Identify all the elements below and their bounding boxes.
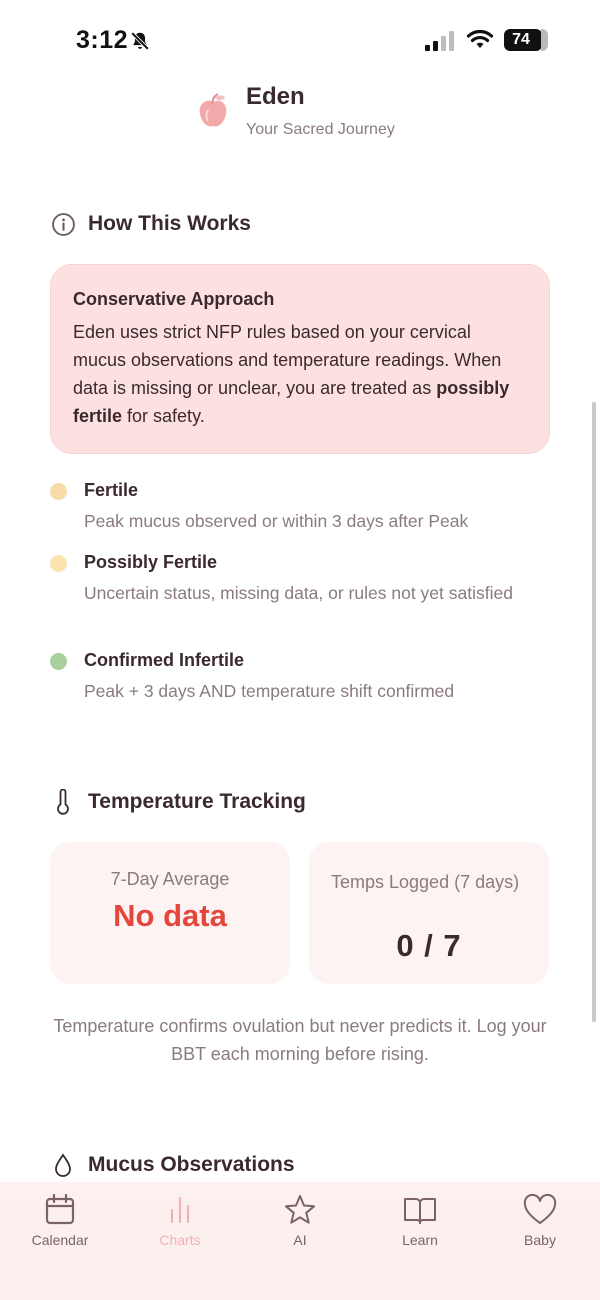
book-icon — [402, 1192, 438, 1228]
status-bar — [0, 0, 600, 80]
status-time: 3:12 — [76, 26, 129, 54]
logged-value: 0 / 7 — [396, 928, 462, 963]
temperature-title: Temperature Tracking — [88, 790, 306, 813]
info-card-title: Conservative Approach — [73, 289, 275, 309]
mucus-header — [50, 1152, 295, 1178]
tab-label: Charts — [159, 1232, 201, 1248]
tab-label: Baby — [524, 1232, 556, 1248]
heart-icon — [522, 1192, 558, 1228]
tab-baby[interactable] — [480, 1192, 600, 1262]
possibly-fertile-status-dot — [50, 555, 67, 572]
temperature-header — [50, 789, 306, 815]
logged-label: Temps Logged (7 days) — [331, 872, 520, 892]
conservative-approach-card — [50, 264, 550, 454]
info-card-body-bold: possibly fertile — [73, 378, 510, 426]
app-subtitle: Your Sacred Journey — [246, 121, 395, 138]
legend-item-possibly-fertile — [50, 552, 550, 632]
app-title: Eden — [246, 83, 305, 110]
wifi-icon — [466, 28, 494, 50]
legend-item-confirmed-infertile — [50, 650, 550, 710]
info-icon — [50, 211, 76, 237]
how-it-works-header — [50, 211, 251, 237]
tab-label: AI — [293, 1232, 307, 1248]
infertile-status-dot — [50, 653, 67, 670]
info-card-body — [73, 318, 527, 430]
legend-label: Confirmed Infertile — [84, 650, 245, 670]
tab-label: Learn — [402, 1232, 438, 1248]
tab-charts[interactable] — [120, 1192, 240, 1262]
battery-indicator — [504, 29, 548, 51]
chart-bars-icon — [162, 1192, 198, 1228]
battery-level: 74 — [512, 31, 530, 48]
star-icon — [282, 1192, 318, 1228]
legend-description: Uncertain status, missing data, or rules not yet satisfied — [84, 583, 513, 603]
seven-day-average-card — [50, 842, 290, 984]
tab-label: Calendar — [31, 1232, 89, 1248]
droplet-icon — [50, 1152, 76, 1178]
avg-label: 7-Day Average — [110, 869, 230, 889]
info-card-body-suffix: for safety. — [122, 406, 205, 426]
legend-description: Peak + 3 days AND temperature shift confirmed — [84, 681, 455, 701]
thermometer-icon — [50, 789, 76, 815]
fertile-status-dot — [50, 483, 67, 500]
legend-item-fertile — [50, 480, 550, 540]
temps-logged-card — [309, 842, 549, 984]
scrollbar[interactable] — [592, 402, 596, 1022]
avg-value: No data — [113, 898, 227, 933]
how-it-works-title: How This Works — [88, 212, 251, 235]
tab-learn[interactable] — [360, 1192, 480, 1262]
mucus-title: Mucus Observations — [88, 1153, 295, 1176]
legend-description: Peak mucus observed or within 3 days after Peak — [84, 511, 469, 531]
legend-label: Possibly Fertile — [84, 552, 218, 572]
cellular-signal-icon — [425, 31, 457, 51]
calendar-icon — [42, 1192, 78, 1228]
legend-label: Fertile — [84, 480, 139, 500]
eden-logo-icon — [196, 92, 230, 132]
info-card-body-prefix: Eden uses strict NFP rules based on your cervical mucus observations and temperature readings. When data is missing or unclear, you are treated as — [73, 322, 502, 398]
temperature-note: Temperature confirms ovulation but never predicts it. Log your BBT each morning before rising. — [53, 1016, 547, 1064]
tab-ai[interactable] — [240, 1192, 360, 1262]
bell-muted-icon — [129, 30, 151, 52]
tab-calendar[interactable] — [0, 1192, 120, 1262]
tab-bar — [0, 1182, 600, 1300]
